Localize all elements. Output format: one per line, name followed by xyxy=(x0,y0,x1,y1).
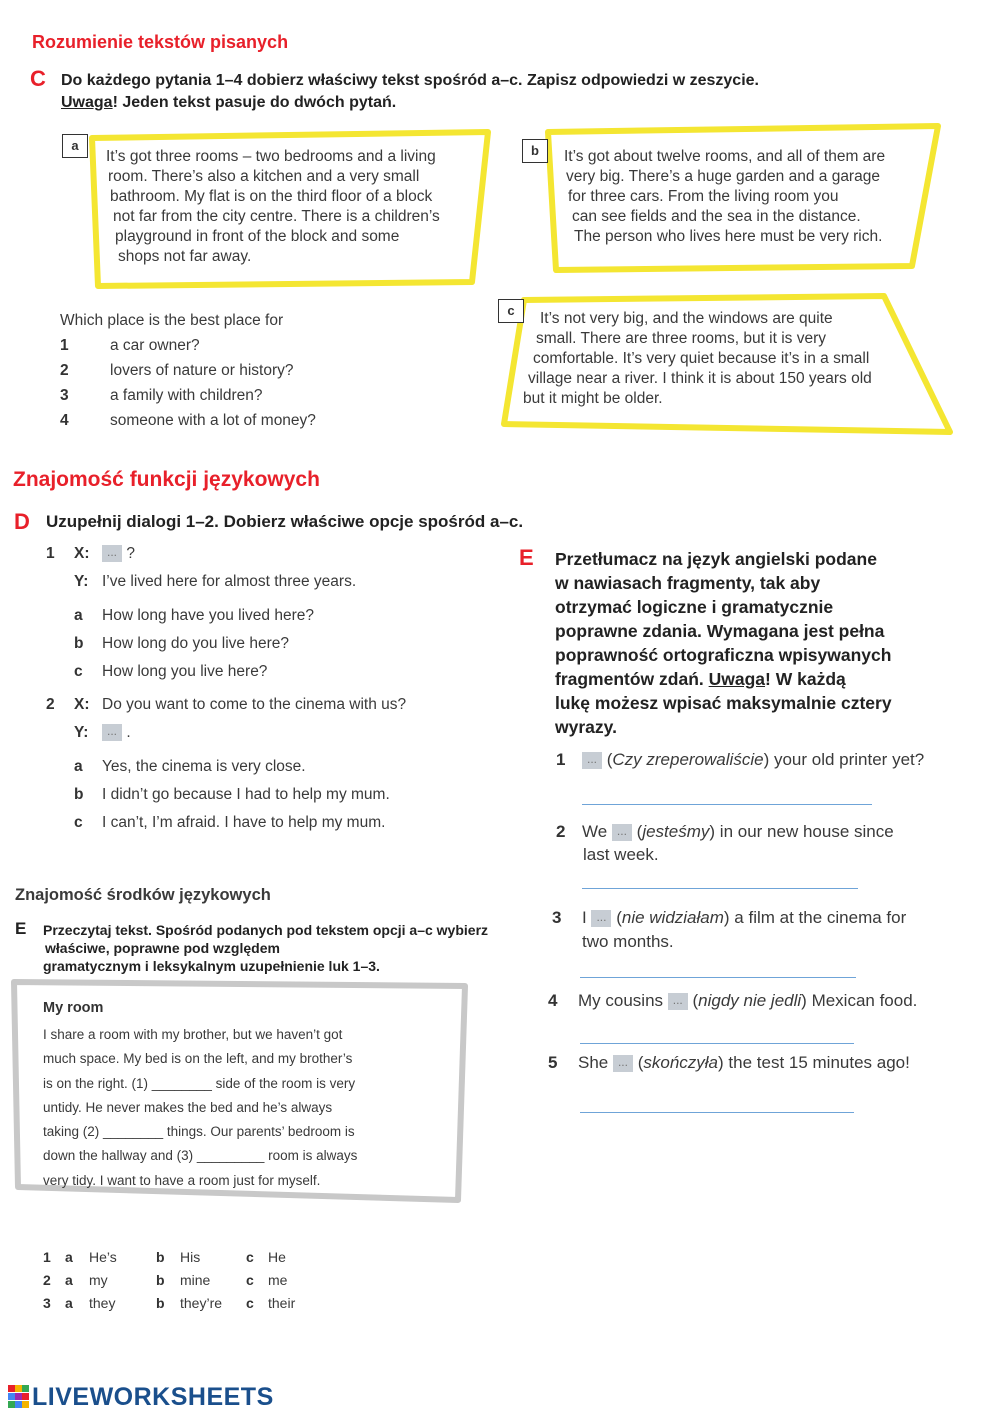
item-number: 4 xyxy=(548,991,558,1010)
dialog-1-option xyxy=(74,635,289,653)
item-pre: I xyxy=(582,908,587,927)
text-line: I share a room with my brother, but we haven’t got xyxy=(43,1027,343,1042)
dialog-1-x-after: ? xyxy=(126,545,135,562)
item-pre: We xyxy=(582,822,608,841)
option-text: How long you live here? xyxy=(102,663,268,680)
text-line: much space. My bed is on the left, and my brother’s xyxy=(43,1051,353,1067)
speaker-y-label: Y: xyxy=(74,573,89,590)
text-box-c xyxy=(522,309,922,409)
dialog-2-y-line xyxy=(74,724,131,742)
text-b-line: very big. There’s a huge garden and a garage xyxy=(566,168,880,185)
liveworksheets-logo[interactable] xyxy=(8,1382,274,1412)
instruction-line: wyrazy. xyxy=(555,717,617,737)
instruction-line: w nawiasach fragmenty, tak aby xyxy=(555,573,821,593)
text-b-line: can see fields and the sea in the distance. xyxy=(572,208,861,225)
text-b-line: It’s got about twelve rooms, and all of them are xyxy=(564,148,886,165)
item-post: Mexican food. xyxy=(811,991,918,1010)
logo-text: LIVEWORKSHEETS xyxy=(32,1382,274,1411)
translate-gap-5[interactable]: ... xyxy=(613,1055,633,1072)
my-room-title: My room xyxy=(43,1000,104,1016)
option-letter-c: c xyxy=(246,1272,254,1288)
text-line: taking (2) ________ things. Our parents’ bedroom is xyxy=(43,1124,355,1140)
task-e-translate-instruction xyxy=(555,547,975,739)
option-letter-b: b xyxy=(156,1249,165,1265)
dialog-1-y-text: I’ve lived here for almost three years. xyxy=(102,573,357,590)
row-number: 1 xyxy=(43,1249,51,1265)
text-line: down the hallway and (3) _________ room is always xyxy=(43,1148,358,1164)
translate-item-4: 4 My cousins ... (nigdy nie jedli) Mexican food. xyxy=(548,991,918,1010)
item-cont: two months. xyxy=(582,932,674,951)
item-post: the test 15 minutes ago! xyxy=(728,1053,910,1072)
task-letter-c: C xyxy=(30,66,46,91)
option-letter: c xyxy=(74,663,83,680)
instruction-line: właściwe, poprawne pod względem xyxy=(45,940,280,956)
option-a-text: He’s xyxy=(89,1249,117,1265)
means-option-row xyxy=(43,1269,295,1292)
text-box-b-label: b xyxy=(522,139,548,163)
text-a-line: bathroom. My flat is on the third floor of a block xyxy=(110,188,433,205)
instruction-line: gramatycznym i leksykalnym uzupełnienie luk 1–3. xyxy=(43,958,380,974)
instruction-line xyxy=(555,667,975,691)
item-pre: My cousins xyxy=(578,991,664,1010)
item-hint: skończyła xyxy=(643,1053,719,1072)
translate-item-5: 5 She ... (skończyła) the test 15 minutes ago! xyxy=(548,1053,910,1072)
question-text: a car owner? xyxy=(110,337,200,354)
option-text: I didn’t go because I had to help my mum. xyxy=(102,786,390,803)
means-option-row xyxy=(43,1246,295,1269)
item-post: a film at the cinema for xyxy=(734,908,907,927)
item-pre: She xyxy=(578,1053,609,1072)
task-d-instruction: Uzupełnij dialogi 1–2. Dobierz właściwe opcje spośród a–c. xyxy=(46,512,524,531)
text-a-line: shops not far away. xyxy=(118,248,252,265)
instruction-line: Przetłumacz na język angielski podane xyxy=(555,549,877,569)
text-box-a-label: a xyxy=(62,134,88,158)
question-number: 3 xyxy=(60,387,69,404)
speaker-x-label: X: xyxy=(74,545,90,562)
instruction-line: Przeczytaj tekst. Spośród podanych pod tekstem opcji a–c wybierz xyxy=(43,922,489,938)
translate-item-2: 2 We ... (jesteśmy) in our new house since last week. xyxy=(556,822,894,864)
option-letter-a: a xyxy=(65,1295,73,1311)
task-letter-e-means: E xyxy=(15,919,27,938)
instruction-line6-post: ! W każdą xyxy=(765,669,846,689)
instruction-line: poprawne zdania. Wymagana jest pełna xyxy=(555,621,885,641)
reading-section-heading: Rozumienie tekstów pisanych xyxy=(32,32,289,52)
option-letter: a xyxy=(74,607,83,624)
item-post: in our new house since xyxy=(719,822,894,841)
option-letter-a: a xyxy=(65,1272,73,1288)
option-letter-c: c xyxy=(246,1295,254,1311)
logo-blocks-icon xyxy=(8,1385,30,1409)
option-c-text: He xyxy=(268,1249,286,1265)
option-c-text: their xyxy=(268,1295,296,1311)
question-intro: Which place is the best place for xyxy=(60,312,284,329)
row-number: 2 xyxy=(43,1272,51,1288)
question-text: a family with children? xyxy=(110,387,263,404)
answer-line-4[interactable] xyxy=(580,1043,854,1044)
functions-section-heading: Znajomość funkcji językowych xyxy=(13,468,320,491)
dialog-number: 1 xyxy=(46,545,55,562)
option-letter: b xyxy=(74,786,84,803)
instruction-line: lukę możesz wpisać maksymalnie cztery xyxy=(555,693,892,713)
dialog-2-x-text: Do you want to come to the cinema with us? xyxy=(102,696,407,713)
option-a-text: my xyxy=(89,1272,108,1288)
text-box-b xyxy=(562,147,922,247)
text-c-line: but it might be older. xyxy=(523,390,663,407)
instruction-line: otrzymać logiczne i gramatycznie xyxy=(555,597,834,617)
translate-item-3: 3 I ... (nie widziałam) a film at the cinema for two months. xyxy=(552,908,907,951)
dialog-1-x-line xyxy=(46,545,135,563)
my-room-text xyxy=(43,1023,357,1193)
question-number: 2 xyxy=(60,362,69,379)
task-c-instruction-line1: Do każdego pytania 1–4 dobierz właściwy tekst spośród a–c. Zapisz odpowiedzi w zeszycie. xyxy=(61,72,759,89)
text-a-line: room. There’s also a kitchen and a very small xyxy=(108,168,420,185)
answer-line-1[interactable] xyxy=(582,804,872,805)
instruction-line: poprawność ortograficzna wpisywanych xyxy=(555,645,892,665)
instruction-line6-pre: fragmentów zdań. xyxy=(555,669,709,689)
dialog-1-option xyxy=(74,663,267,681)
item-hint: Czy zreperowaliście xyxy=(612,750,764,769)
option-b-text: mine xyxy=(180,1272,211,1288)
item-number: 1 xyxy=(556,750,566,769)
option-text: I can’t, I’m afraid. I have to help my mum. xyxy=(102,814,386,831)
option-b-text: they’re xyxy=(180,1295,223,1311)
task-e-means-instruction xyxy=(43,921,488,975)
answer-line-5[interactable] xyxy=(580,1112,854,1113)
task-letter-e-translate: E xyxy=(519,545,534,570)
dialog-2-option xyxy=(74,814,385,832)
text-c-line: comfortable. It’s very quiet because it’s in a small xyxy=(533,350,870,367)
item-number: 5 xyxy=(548,1053,558,1072)
text-line: is on the right. (1) ________ side of the room is very xyxy=(43,1075,356,1091)
item-number: 2 xyxy=(556,822,566,841)
text-a-line: playground in front of the block and some xyxy=(115,228,400,245)
dialog-2-option xyxy=(74,786,390,804)
option-letter-c: c xyxy=(246,1249,254,1265)
question-item xyxy=(60,362,294,380)
option-text: Yes, the cinema is very close. xyxy=(102,758,306,775)
speaker-x-label: X: xyxy=(74,696,90,713)
option-c-text: me xyxy=(268,1272,288,1288)
dialog-1-y-line xyxy=(74,573,356,591)
note-rest: ! Jeden tekst pasuje do dwóch pytań. xyxy=(112,94,397,111)
note-word: Uwaga xyxy=(61,94,113,111)
option-letter-b: b xyxy=(156,1272,165,1288)
item-cont: last week. xyxy=(583,845,659,864)
item-number: 3 xyxy=(552,908,562,927)
question-number: 4 xyxy=(60,412,69,429)
dialog-1-option xyxy=(74,607,314,625)
note-word: Uwaga xyxy=(708,669,766,689)
item-hint: jesteśmy xyxy=(642,822,710,841)
question-item xyxy=(60,412,316,430)
text-c-line: small. There are three rooms, but it is very xyxy=(536,330,827,347)
answer-line-2[interactable] xyxy=(582,888,858,889)
option-letter: a xyxy=(74,758,83,775)
text-line: untidy. He never makes the bed and he’s always xyxy=(43,1099,333,1115)
text-line: very tidy. I want to have a room just for myself. xyxy=(43,1172,321,1188)
text-a-line: not far from the city centre. There is a children’s xyxy=(113,208,440,225)
dialog-2-option xyxy=(74,758,306,776)
means-option-row xyxy=(43,1292,295,1315)
question-text: someone with a lot of money? xyxy=(110,412,316,429)
option-text: How long have you lived here? xyxy=(102,607,314,624)
text-box-a xyxy=(104,147,474,267)
option-letter: c xyxy=(74,814,83,831)
text-c-line: village near a river. I think it is about 150 years old xyxy=(528,370,872,387)
option-letter-a: a xyxy=(65,1249,73,1265)
task-letter-d: D xyxy=(14,509,30,534)
question-item xyxy=(60,337,200,355)
question-item xyxy=(60,387,262,405)
dialog-2-x-line xyxy=(46,696,406,714)
question-number: 1 xyxy=(60,337,69,354)
text-b-line: for three cars. From the living room you xyxy=(568,188,839,205)
row-number: 3 xyxy=(43,1295,51,1311)
option-a-text: they xyxy=(89,1295,116,1311)
translate-gap-2[interactable]: ... xyxy=(612,824,632,841)
text-c-line: It’s not very big, and the windows are quite xyxy=(540,310,833,327)
item-hint: nigdy nie jedli xyxy=(698,991,802,1010)
item-hint: nie widziałam xyxy=(621,908,724,927)
translate-gap-4[interactable]: ... xyxy=(668,993,688,1010)
translate-gap-3[interactable]: ... xyxy=(591,910,611,927)
dialog-1-gap[interactable]: ... xyxy=(102,545,122,562)
means-options xyxy=(43,1246,295,1315)
translate-gap-1[interactable]: ... xyxy=(582,752,602,769)
option-letter-b: b xyxy=(156,1295,165,1311)
text-box-c-label: c xyxy=(498,299,524,323)
text-a-line: It’s got three rooms – two bedrooms and a living xyxy=(106,148,436,165)
means-section-heading: Znajomość środków językowych xyxy=(15,886,271,904)
answer-line-3[interactable] xyxy=(580,977,856,978)
dialog-2-y-after: . xyxy=(126,724,131,741)
dialog-number: 2 xyxy=(46,696,55,713)
item-post: your old printer yet? xyxy=(773,750,925,769)
translate-item-1: 1 ... (Czy zreperowaliście) your old printer yet? xyxy=(556,750,925,769)
question-text: lovers of nature or history? xyxy=(110,362,294,379)
speaker-y-label: Y: xyxy=(74,724,89,741)
option-text: How long do you live here? xyxy=(102,635,289,652)
option-letter: b xyxy=(74,635,84,652)
dialog-2-gap[interactable]: ... xyxy=(102,724,122,741)
option-b-text: His xyxy=(180,1249,201,1265)
text-b-line: The person who lives here must be very rich. xyxy=(574,228,883,245)
